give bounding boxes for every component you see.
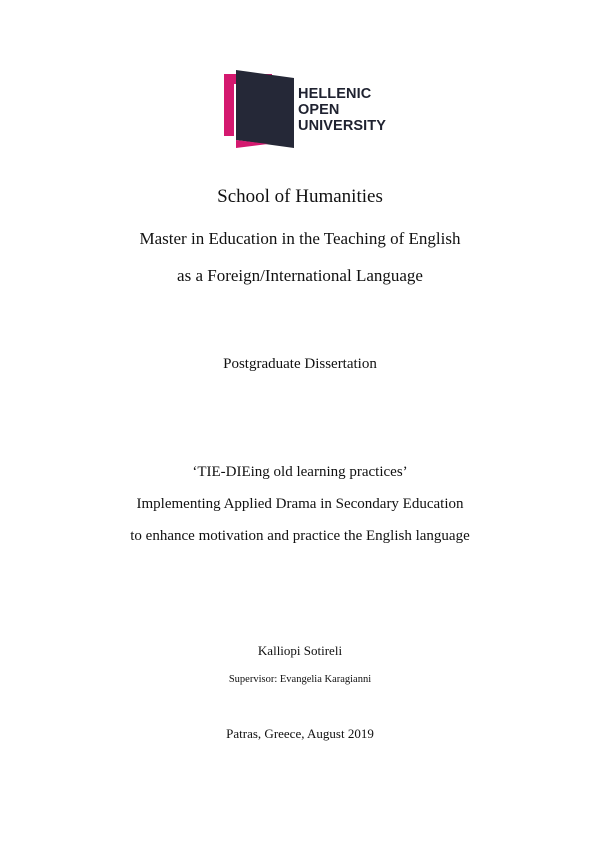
university-logo [224, 70, 404, 148]
logo-line-hellenic: HELLENIC [298, 86, 372, 102]
title-line-1: ‘TIE-DIEing old learning practices’ [192, 464, 408, 480]
title-line-2: Implementing Applied Drama in Secondary Education [136, 496, 464, 512]
author-name: Kalliopi Sotireli [257, 643, 343, 658]
document-type: Postgraduate Dissertation [223, 356, 377, 372]
logo-line-open: OPEN [298, 102, 340, 118]
logo-wordmark [298, 86, 386, 134]
school-name: School of Humanities [217, 186, 383, 207]
supervisor-name: Supervisor: Evangelia Karagianni [228, 674, 372, 685]
programme-line-1: Master in Education in the Teaching of English [139, 229, 461, 248]
place-and-date: Patras, Greece, August 2019 [226, 726, 374, 741]
title-line-3: to enhance motivation and practice the English language [130, 528, 470, 544]
programme-line-2: as a Foreign/International Language [177, 266, 423, 285]
logo-line-university: UNIVERSITY [298, 118, 387, 134]
hou-logo-mark-icon [224, 70, 294, 148]
